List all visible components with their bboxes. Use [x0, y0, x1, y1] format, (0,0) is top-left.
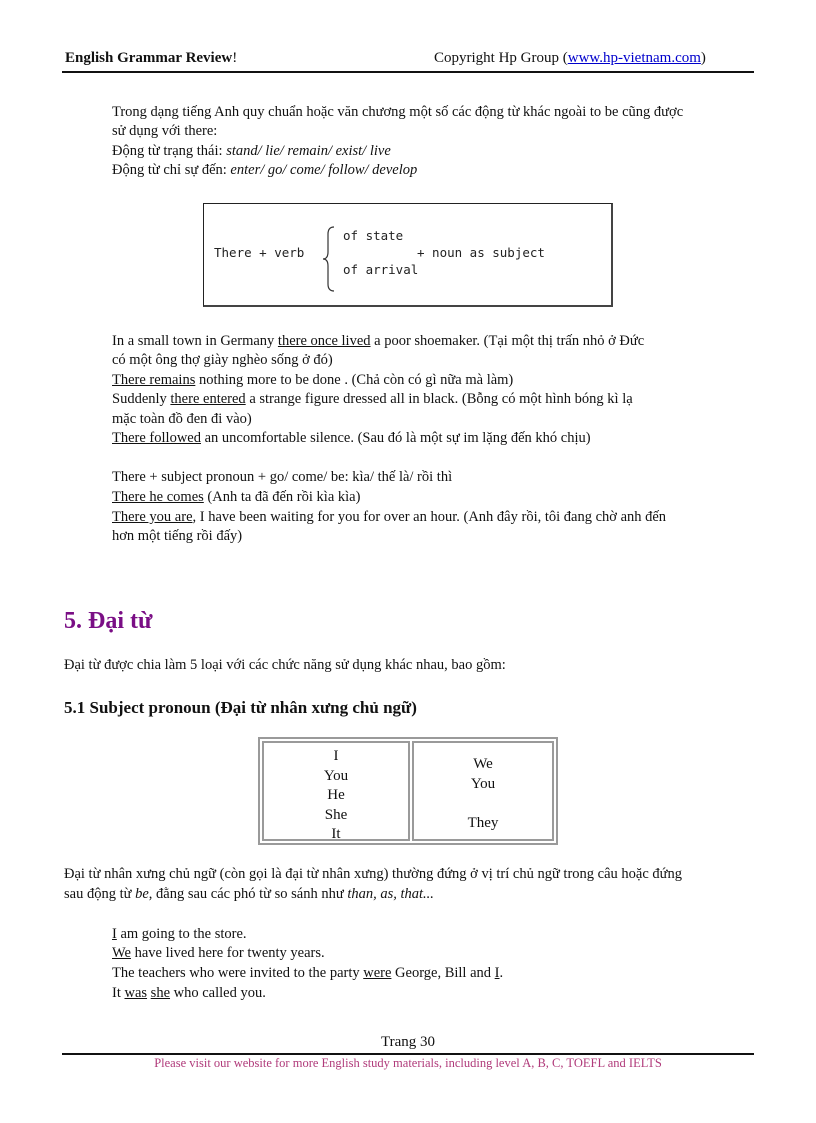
- arrival-verbs-line: [112, 161, 417, 180]
- example-line: [112, 508, 666, 527]
- example-line: [112, 332, 644, 351]
- copyright-suffix: ): [700, 50, 706, 66]
- example-text: an uncomfortable silence. (Sau đó là một sự im lặng đến khó chịu): [200, 430, 591, 446]
- example-text: am going to the store.: [116, 926, 247, 942]
- example-text: Suddenly: [112, 391, 171, 407]
- arrival-verbs: enter/ go/ come/ follow/ develop: [230, 162, 418, 178]
- curly-brace-icon: [322, 226, 336, 292]
- singular-pronouns-cell: [262, 741, 410, 841]
- intro-line-1: Trong dạng tiếng Anh quy chuẩn hoặc văn chương một số các động từ khác ngoài to be cũng được: [112, 104, 684, 120]
- example-text: It: [112, 985, 125, 1001]
- diagram-bottom-label: of arrival: [343, 262, 419, 277]
- state-verbs-label: Động từ trạng thái:: [112, 143, 227, 159]
- explanation-italic: than, as, that...: [347, 886, 434, 902]
- example-underlined: was: [124, 985, 148, 1001]
- diagram-left-label: There + verb: [214, 245, 305, 260]
- header-rule: [62, 71, 754, 73]
- pronoun: It: [331, 826, 341, 842]
- example-line: có một ông thợ giày nghèo sống ở đó): [112, 352, 333, 368]
- example-underlined: there once lived: [277, 333, 371, 349]
- example-underlined: There remains: [112, 372, 196, 388]
- website-link[interactable]: www.hp-vietnam.com: [567, 50, 701, 66]
- explanation-line-1: Đại từ nhân xưng chủ ngữ (còn gọi là đại từ nhân xưng) thường đứng ở vị trí chủ ngữ trong câu hoặc đứng: [64, 866, 683, 882]
- example-text: In a small town in Germany: [112, 333, 278, 349]
- header-copyright: [434, 50, 706, 67]
- example-underlined: There you are: [112, 509, 193, 525]
- example-text: who called you.: [170, 985, 266, 1001]
- intro-line-2: sử dụng với there:: [112, 123, 218, 139]
- example-line: [112, 964, 503, 983]
- example-underlined: there entered: [170, 391, 246, 407]
- example-line: [112, 488, 360, 507]
- example-line: [112, 390, 633, 409]
- explanation-text: , đằng sau các phó từ so sánh như: [148, 886, 348, 902]
- example-underlined: she: [150, 985, 171, 1001]
- example-text: The teachers who were invited to the party: [112, 965, 364, 981]
- example-underlined: There he comes: [112, 489, 204, 505]
- plural-pronouns-cell: [412, 741, 554, 841]
- explanation-text: sau động từ: [64, 886, 136, 902]
- example-underlined: I: [494, 965, 500, 981]
- example-text: , I have been waiting for you for over an hour. (Anh đây rồi, tôi đang chờ anh đến: [192, 509, 667, 525]
- footer-rule: [62, 1053, 754, 1055]
- header-title-exclaim: !: [232, 50, 238, 66]
- example-text: George, Bill and: [391, 965, 495, 981]
- diagram-top-label: of state: [343, 228, 404, 243]
- example-text: a poor shoemaker. (Tại một thị trấn nhỏ ở Đức: [370, 333, 645, 349]
- example-line: [112, 944, 325, 963]
- explanation-italic: be: [135, 886, 149, 902]
- example-line: mặc toàn đồ đen đi vào): [112, 411, 252, 427]
- subsection-heading: 5.1 Subject pronoun (Đại từ nhân xưng chủ ngữ): [64, 698, 417, 717]
- arrival-verbs-label: Động từ chỉ sự đến:: [112, 162, 231, 178]
- example-line: [112, 925, 247, 944]
- pronoun: You: [323, 767, 349, 784]
- example-text: a strange figure dressed all in black. (Bỗng có một hình bóng kì lạ: [245, 391, 633, 407]
- example-line: hơn một tiếng rồi đấy): [112, 528, 243, 544]
- section-heading: 5. Đại từ: [64, 608, 153, 634]
- page-number: Trang 30: [380, 1034, 436, 1050]
- example-text: nothing more to be done . (Chả còn có gì nữa mà làm): [195, 372, 514, 388]
- example-text: .: [499, 965, 504, 981]
- example-line: [112, 984, 266, 1003]
- there-verb-diagram: [203, 203, 613, 307]
- pronoun: You: [470, 776, 496, 792]
- example-line: [112, 429, 591, 448]
- pronoun: I: [333, 748, 339, 764]
- example-underlined: There followed: [112, 430, 201, 446]
- example-text: have lived here for twenty years.: [130, 945, 325, 961]
- example-underlined: were: [363, 965, 392, 981]
- header-title-bold: English Grammar Review: [65, 50, 233, 66]
- rule-line: There + subject pronoun + go/ come/ be: kìa/ thế là/ rồi thì: [112, 469, 453, 485]
- footer-note: Please visit our website for more English study materials, including level A, B, C, TOEFL and IELTS: [154, 1056, 662, 1070]
- state-verbs-line: [112, 142, 391, 161]
- explanation-line-2: [64, 885, 434, 904]
- section-intro: Đại từ được chia làm 5 loại với các chức năng sử dụng khác nhau, bao gồm:: [64, 657, 506, 673]
- example-line: [112, 371, 513, 390]
- pronoun-table: [258, 737, 558, 845]
- diagram-right-label: + noun as subject: [417, 245, 545, 260]
- state-verbs: stand/ lie/ remain/ exist/ live: [226, 143, 391, 159]
- pronoun: They: [467, 815, 499, 831]
- pronoun: She: [324, 806, 348, 823]
- header-title: [65, 50, 237, 67]
- example-text: (Anh ta đã đến rồi kìa kìa): [203, 489, 361, 505]
- example-underlined: I: [112, 926, 117, 942]
- pronoun: He: [327, 787, 345, 803]
- example-underlined: We: [112, 945, 131, 961]
- pronoun: We: [473, 756, 493, 772]
- copyright-prefix: Copyright Hp Group (: [434, 50, 568, 66]
